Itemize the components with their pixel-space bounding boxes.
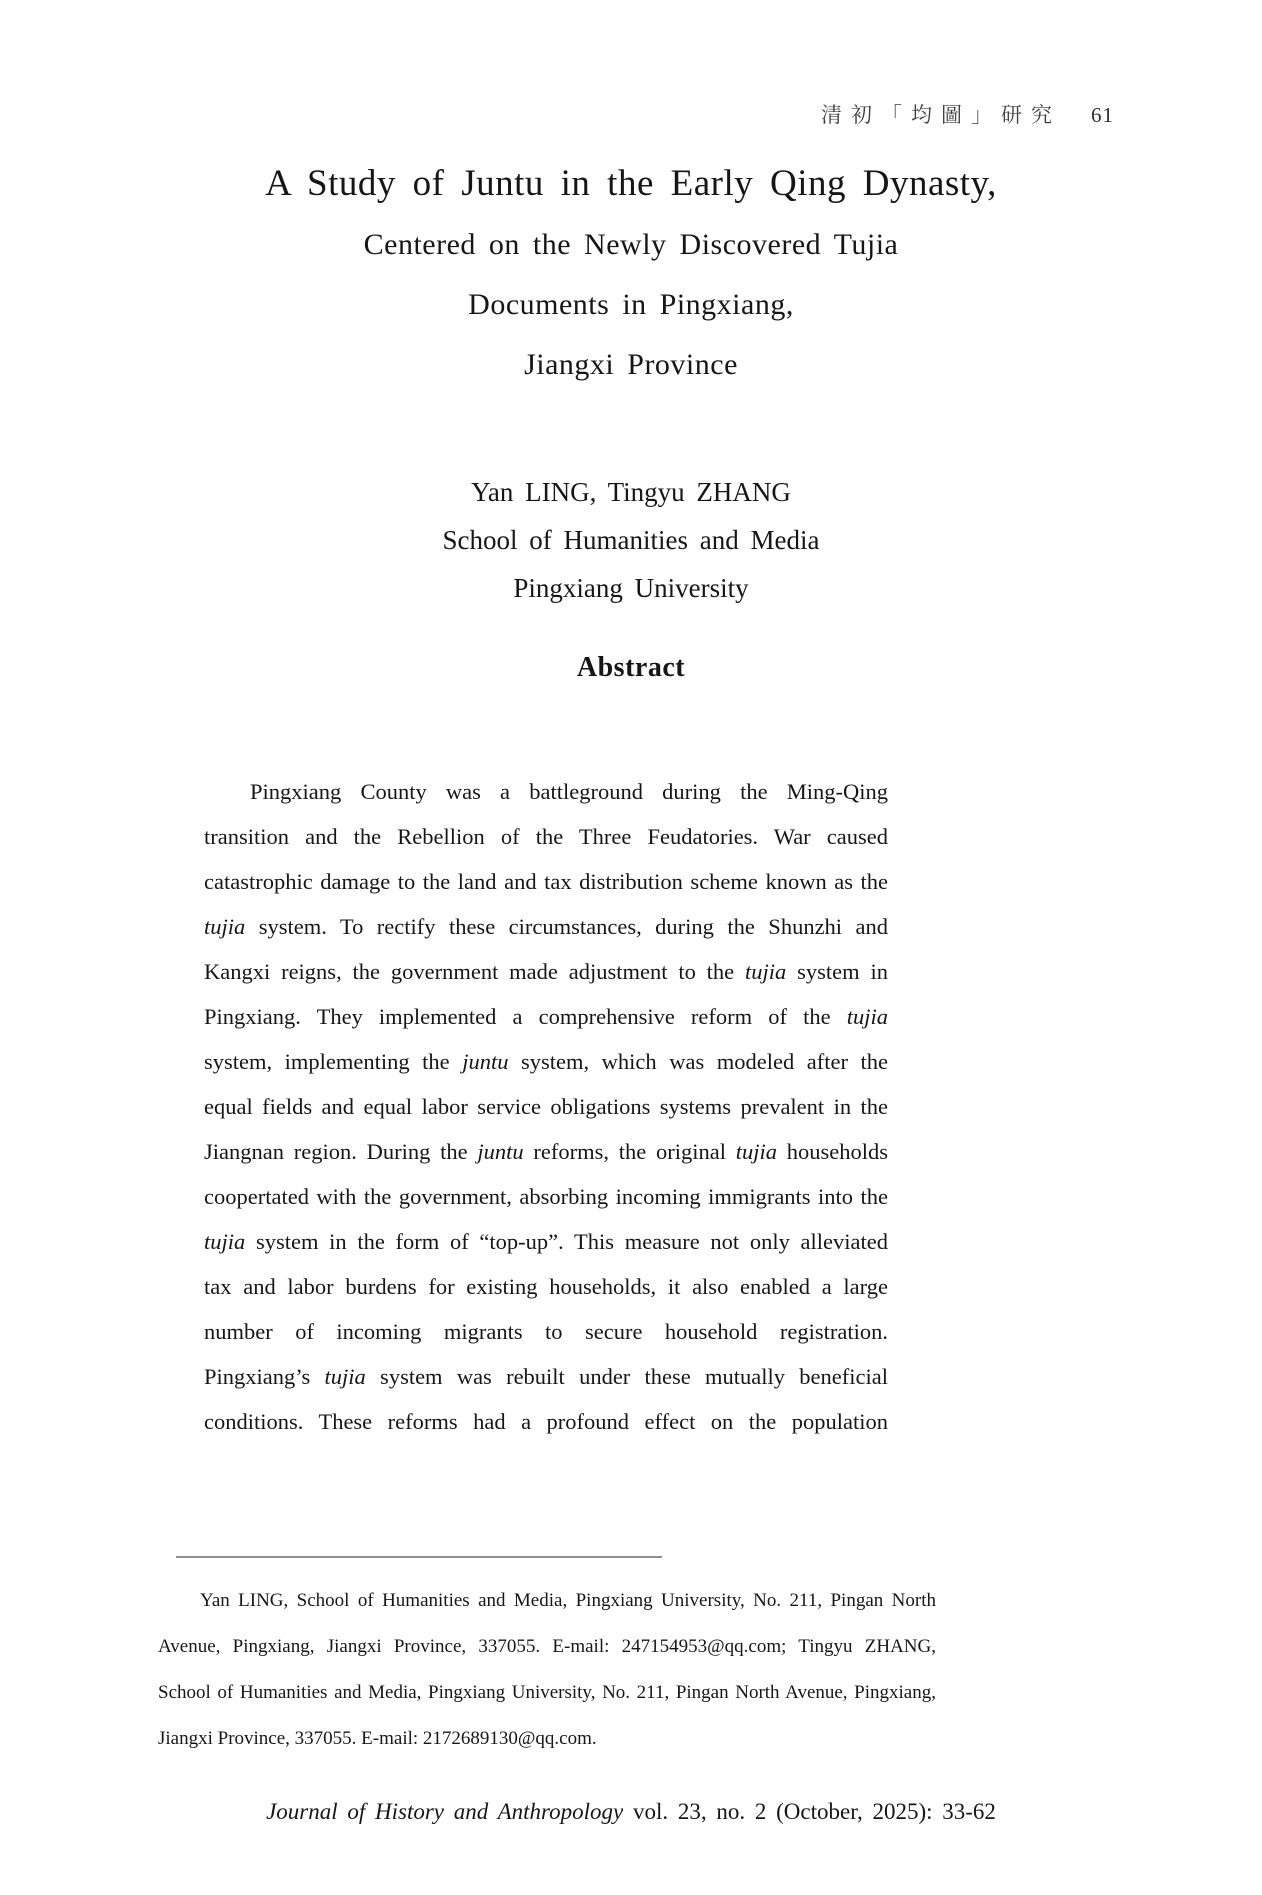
journal-citation: Journal of History and Anthropology vol. 23, no. 2 (October, 2025): 33-62: [266, 1799, 996, 1824]
article-title-line-4: Jiangxi Province: [524, 348, 738, 381]
running-header: [821, 99, 1114, 129]
article-title: [70, 162, 1192, 408]
footnote-line: Jiangxi Province, 337055. E-mail: 2172689130@qq.com.: [158, 1728, 597, 1749]
abstract-line: Jiangnan region. During the juntu reforms, the original tujia households: [204, 1139, 888, 1164]
abstract-line: tujia system in the form of “top-up”. This measure not only alleviated: [204, 1229, 888, 1254]
abstract-heading: Abstract: [576, 652, 686, 683]
author-block: [0, 468, 1262, 612]
footnote-line: Avenue, Pingxiang, Jiangxi Province, 337055. E-mail: 247154953@qq.com; Tingyu ZHANG,: [158, 1636, 936, 1657]
article-title-line-2: Centered on the Newly Discovered Tujia: [363, 228, 899, 261]
author-names: Yan LING, Tingyu ZHANG: [471, 477, 791, 507]
abstract-line: equal fields and equal labor service obligations systems prevalent in the: [204, 1094, 888, 1119]
abstract-line: number of incoming migrants to secure household registration.: [204, 1319, 888, 1344]
abstract-line: tujia system. To rectify these circumstances, during the Shunzhi and: [204, 914, 888, 939]
abstract-line: system, implementing the juntu system, which was modeled after the: [204, 1049, 888, 1074]
abstract-paragraph: [204, 769, 888, 1444]
running-title: 清初「均圖」研究: [821, 103, 1061, 127]
abstract-line: catastrophic damage to the land and tax distribution scheme known as the: [204, 869, 888, 894]
footnote-line: Yan LING, School of Humanities and Media, Pingxiang University, No. 211, Pingan North: [200, 1590, 936, 1611]
journal-footer: [90, 1799, 1172, 1825]
abstract-line: tax and labor burdens for existing households, it also enabled a large: [204, 1274, 888, 1299]
author-footnote: [158, 1578, 936, 1762]
page-number: 61: [1091, 103, 1114, 127]
article-title-line-1: A Study of Juntu in the Early Qing Dynasty,: [265, 163, 997, 204]
abstract-line: Pingxiang County was a battleground during the Ming-Qing: [250, 779, 888, 804]
abstract-line: Kangxi reigns, the government made adjustment to the tujia system in: [204, 959, 888, 984]
author-affiliation-university: Pingxiang University: [513, 573, 749, 603]
abstract-line: coopertated with the government, absorbing incoming immigrants into the: [204, 1184, 888, 1209]
abstract-line: conditions. These reforms had a profound effect on the population: [204, 1409, 888, 1434]
article-title-line-3: Documents in Pingxiang,: [468, 288, 794, 321]
author-affiliation-school: School of Humanities and Media: [442, 525, 820, 555]
abstract-line: Pingxiang. They implemented a comprehensive reform of the tujia: [204, 1004, 888, 1029]
footnote-line: School of Humanities and Media, Pingxiang University, No. 211, Pingan North Avenue, Pingxiang,: [158, 1682, 936, 1703]
footnote-divider: [176, 1556, 662, 1558]
abstract-line: Pingxiang’s tujia system was rebuilt under these mutually beneficial: [204, 1364, 888, 1389]
abstract-line: transition and the Rebellion of the Three Feudatories. War caused: [204, 824, 888, 849]
